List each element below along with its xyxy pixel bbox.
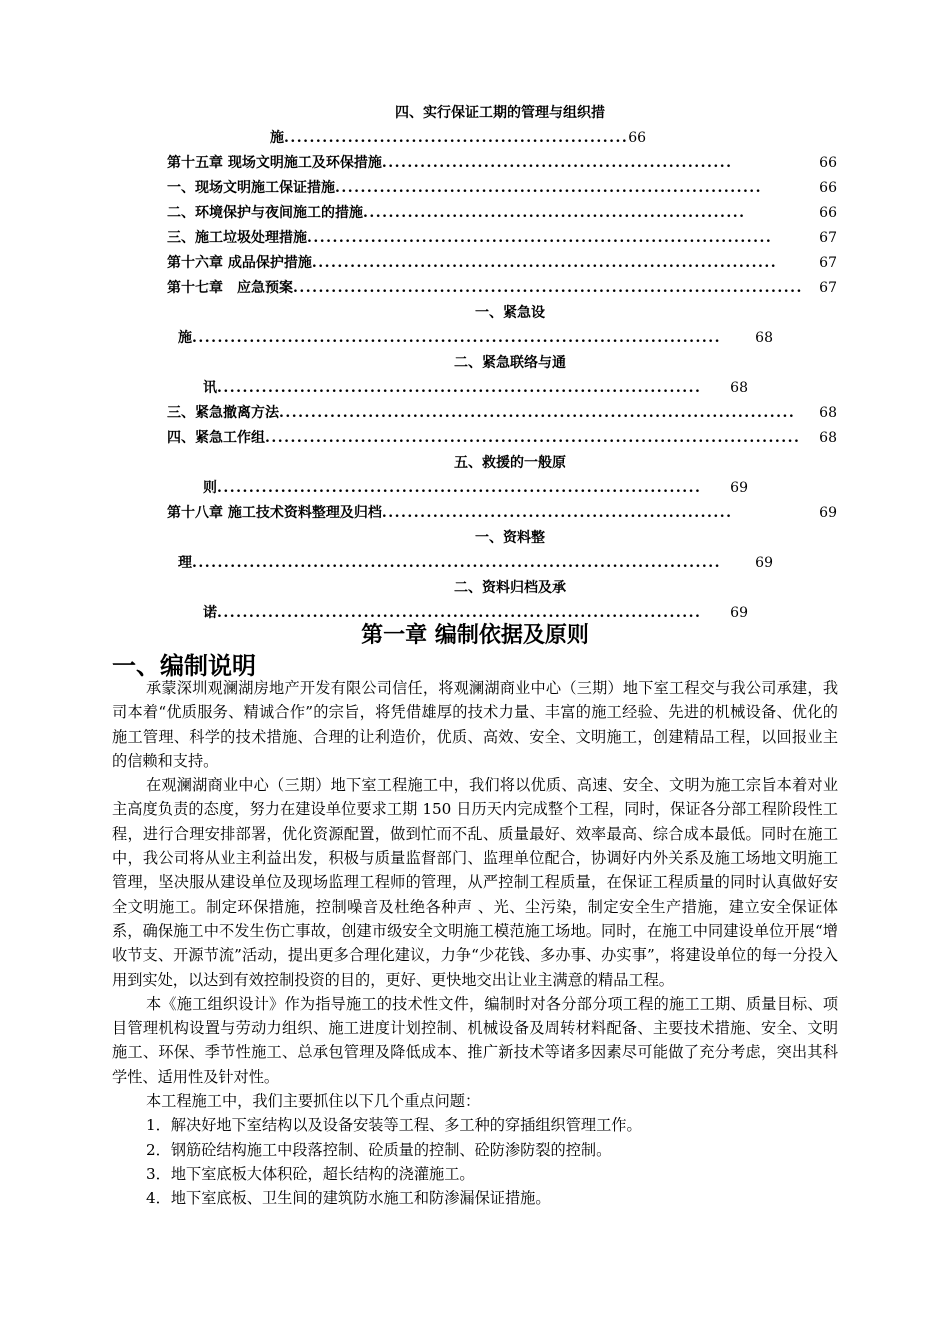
toc-page-number: 69 (819, 505, 837, 521)
list-item: 2．钢筋砼结构施工中段落控制、砼质量的控制、砼防渗防裂的控制。 (146, 1140, 612, 1159)
toc-entry (167, 278, 837, 298)
toc-label: 第十六章 成品保护措施 (167, 255, 312, 271)
toc-label: 三、紧急撤离方法 (167, 405, 279, 421)
toc-page-number: 69 (755, 555, 773, 571)
toc-page-number: 66 (819, 205, 837, 221)
toc-entry-heading: 四、实行保证工期的管理与组织措 (395, 105, 605, 121)
toc-page-number: 68 (819, 430, 837, 446)
toc-leader-dots: ....................................................... (381, 505, 733, 521)
toc-entry-heading: 一、紧急设 (475, 305, 545, 321)
paragraph: 本《施工组织设计》作为指导施工的技术性文件，编制时对各分部分项工程的施工工期、质量目标、项目管理机构设置与劳动力组织、施工进度计划控制、机械设备及周转材料配备、主要技术措施、安全、文明施工、环保、季节性施工、总承包管理及降低成本、推广新技术等诸多因素尽可能做了充分考虑，突出其科学性、适用性及针对性。 (112, 994, 838, 1086)
toc-label: 第十八章 施工技术资料整理及归档 (167, 505, 382, 521)
toc-leader-dots: ......................................................................... (311, 255, 778, 271)
toc-page-number: 68 (730, 380, 748, 396)
toc-entry (167, 503, 837, 523)
toc-leader-dots: ....................................................... (381, 155, 733, 171)
toc-page-number: 67 (819, 280, 837, 296)
toc-entry (167, 178, 837, 198)
toc-label: 诺 (203, 605, 217, 621)
body-text (112, 676, 838, 1211)
toc-page-number: 68 (755, 330, 773, 346)
toc-leader-dots: ............................................................ (363, 205, 746, 221)
toc-leader-dots: ...................................................... (284, 130, 629, 146)
toc-label: 一、现场文明施工保证措施 (167, 180, 335, 196)
list-item: 3．地下室底板大体积砼，超长结构的浇灌施工。 (146, 1164, 475, 1183)
toc-entry-continuation (178, 553, 773, 573)
toc-label: 二、环境保护与夜间施工的措施 (167, 205, 363, 221)
toc-leader-dots: ............................................................................ (217, 480, 702, 496)
toc-entry-heading: 二、资料归档及承 (454, 580, 566, 596)
toc-leader-dots: ............................................................................ (217, 605, 702, 621)
toc-entry-continuation (203, 603, 748, 623)
paragraph: 承蒙深圳观澜湖房地产开发有限公司信任，将观澜湖商业中心（三期）地下室工程交与我公司承建，我司本着“优质服务、精诚合作”的宗旨，将凭借雄厚的技术力量、丰富的施工经验、先进的机械设备、优化的施工管理、科学的技术措施、合理的让利造价，优质、高效、安全、文明施工，创建精品工程，以回报业主的信赖和支持。 (112, 679, 838, 770)
toc-label: 理 (178, 555, 192, 571)
paragraph: 本工程施工中，我们主要抓住以下几个重点问题： (146, 1092, 481, 1111)
toc-entry-continuation (178, 328, 773, 348)
toc-entry (167, 153, 837, 173)
list-item: 4．地下室底板、卫生间的建筑防水施工和防渗漏保证措施。 (146, 1189, 551, 1208)
toc-label: 施 (270, 130, 284, 146)
section-title: 一、编制说明 (112, 652, 256, 680)
toc-label: 四、紧急工作组 (167, 430, 265, 446)
list-item: 1．解决好地下室结构以及设备安装等工程、多工种的穿插组织管理工作。 (146, 1116, 642, 1135)
toc-entry (167, 428, 837, 448)
toc-label: 第十七章 应急预案 (167, 280, 293, 296)
toc-leader-dots: ................................................................................... (192, 330, 722, 346)
toc-page-number: 66 (819, 155, 837, 171)
toc-leader-dots: ......................................................................... (307, 230, 773, 246)
toc-label: 施 (178, 330, 192, 346)
toc-entry (167, 403, 837, 423)
toc-label: 第十五章 现场文明施工及环保措施 (167, 155, 382, 171)
toc-entry-continuation (203, 478, 748, 498)
toc-entry (167, 253, 837, 273)
toc-label: 讯 (203, 380, 217, 396)
toc-label: 三、施工垃圾处理措施 (167, 230, 307, 246)
toc-entry-continuation (270, 128, 690, 148)
toc-leader-dots: ................................................................................ (293, 280, 803, 296)
toc-entry-continuation (203, 378, 748, 398)
toc-leader-dots: ................................................................................. (279, 405, 796, 421)
toc-leader-dots: ............................................................................ (217, 380, 702, 396)
toc-leader-dots: ................................................................................... (192, 555, 722, 571)
toc-leader-dots: ................................................................... (335, 180, 763, 196)
toc-leader-dots: .................................................................................... (265, 430, 801, 446)
toc-page-number: 67 (819, 255, 837, 271)
toc-entry-heading: 二、紧急联络与通 (454, 355, 566, 371)
toc-page-number: 69 (730, 605, 748, 621)
chapter-title: 第一章 编制依据及原则 (361, 623, 589, 648)
toc-entry-heading: 一、资料整 (475, 530, 545, 546)
paragraph: 在观澜湖商业中心（三期）地下室工程施工中，我们将以优质、高速、安全、文明为施工宗旨本着对业主高度负责的态度，努力在建设单位要求工期 150 日历天内完成整个工程，同时，保证各分部工程阶段性工程，进行合理安排部署，优化资源配置，做到忙而不乱、质量最好、效率最高、综合成本最低。同时在施工中，我公司将从业主利益出发，积极与质量监督部门、监理单位配合，协调好内外关系及施工场地文明施工管理，坚决服从建设单位及现场监理工程师的管理，从严控制工程质量，在保证工程质量的同时认真做好安全文明施工。制定环保措施，控制噪音及杜绝各种声 、光、尘污染，制定安全生产措施，建立安全保证体系，确保施工中不发生伤亡事故，创建市级安全文明施工模范施工场地。同时，在施工中同建设单位开展“增收节支、开源节流”活动，提出更多合理化建议，力争“少花钱、多办事、办实事”，将建设单位的每一分投入用到实处，以达到有效控制投资的目的，更好、更快地交出让业主满意的精品工程。 (112, 776, 838, 989)
toc-page-number: 69 (730, 480, 748, 496)
toc-page-number: 68 (819, 405, 837, 421)
toc-page-number: 66 (628, 130, 647, 146)
toc-page-number: 66 (819, 180, 837, 196)
toc-entry (167, 203, 837, 223)
toc-label: 则 (203, 480, 217, 496)
toc-page-number: 67 (819, 230, 837, 246)
toc-entry-heading: 五、救援的一般原 (454, 455, 566, 471)
toc-entry (167, 228, 837, 248)
